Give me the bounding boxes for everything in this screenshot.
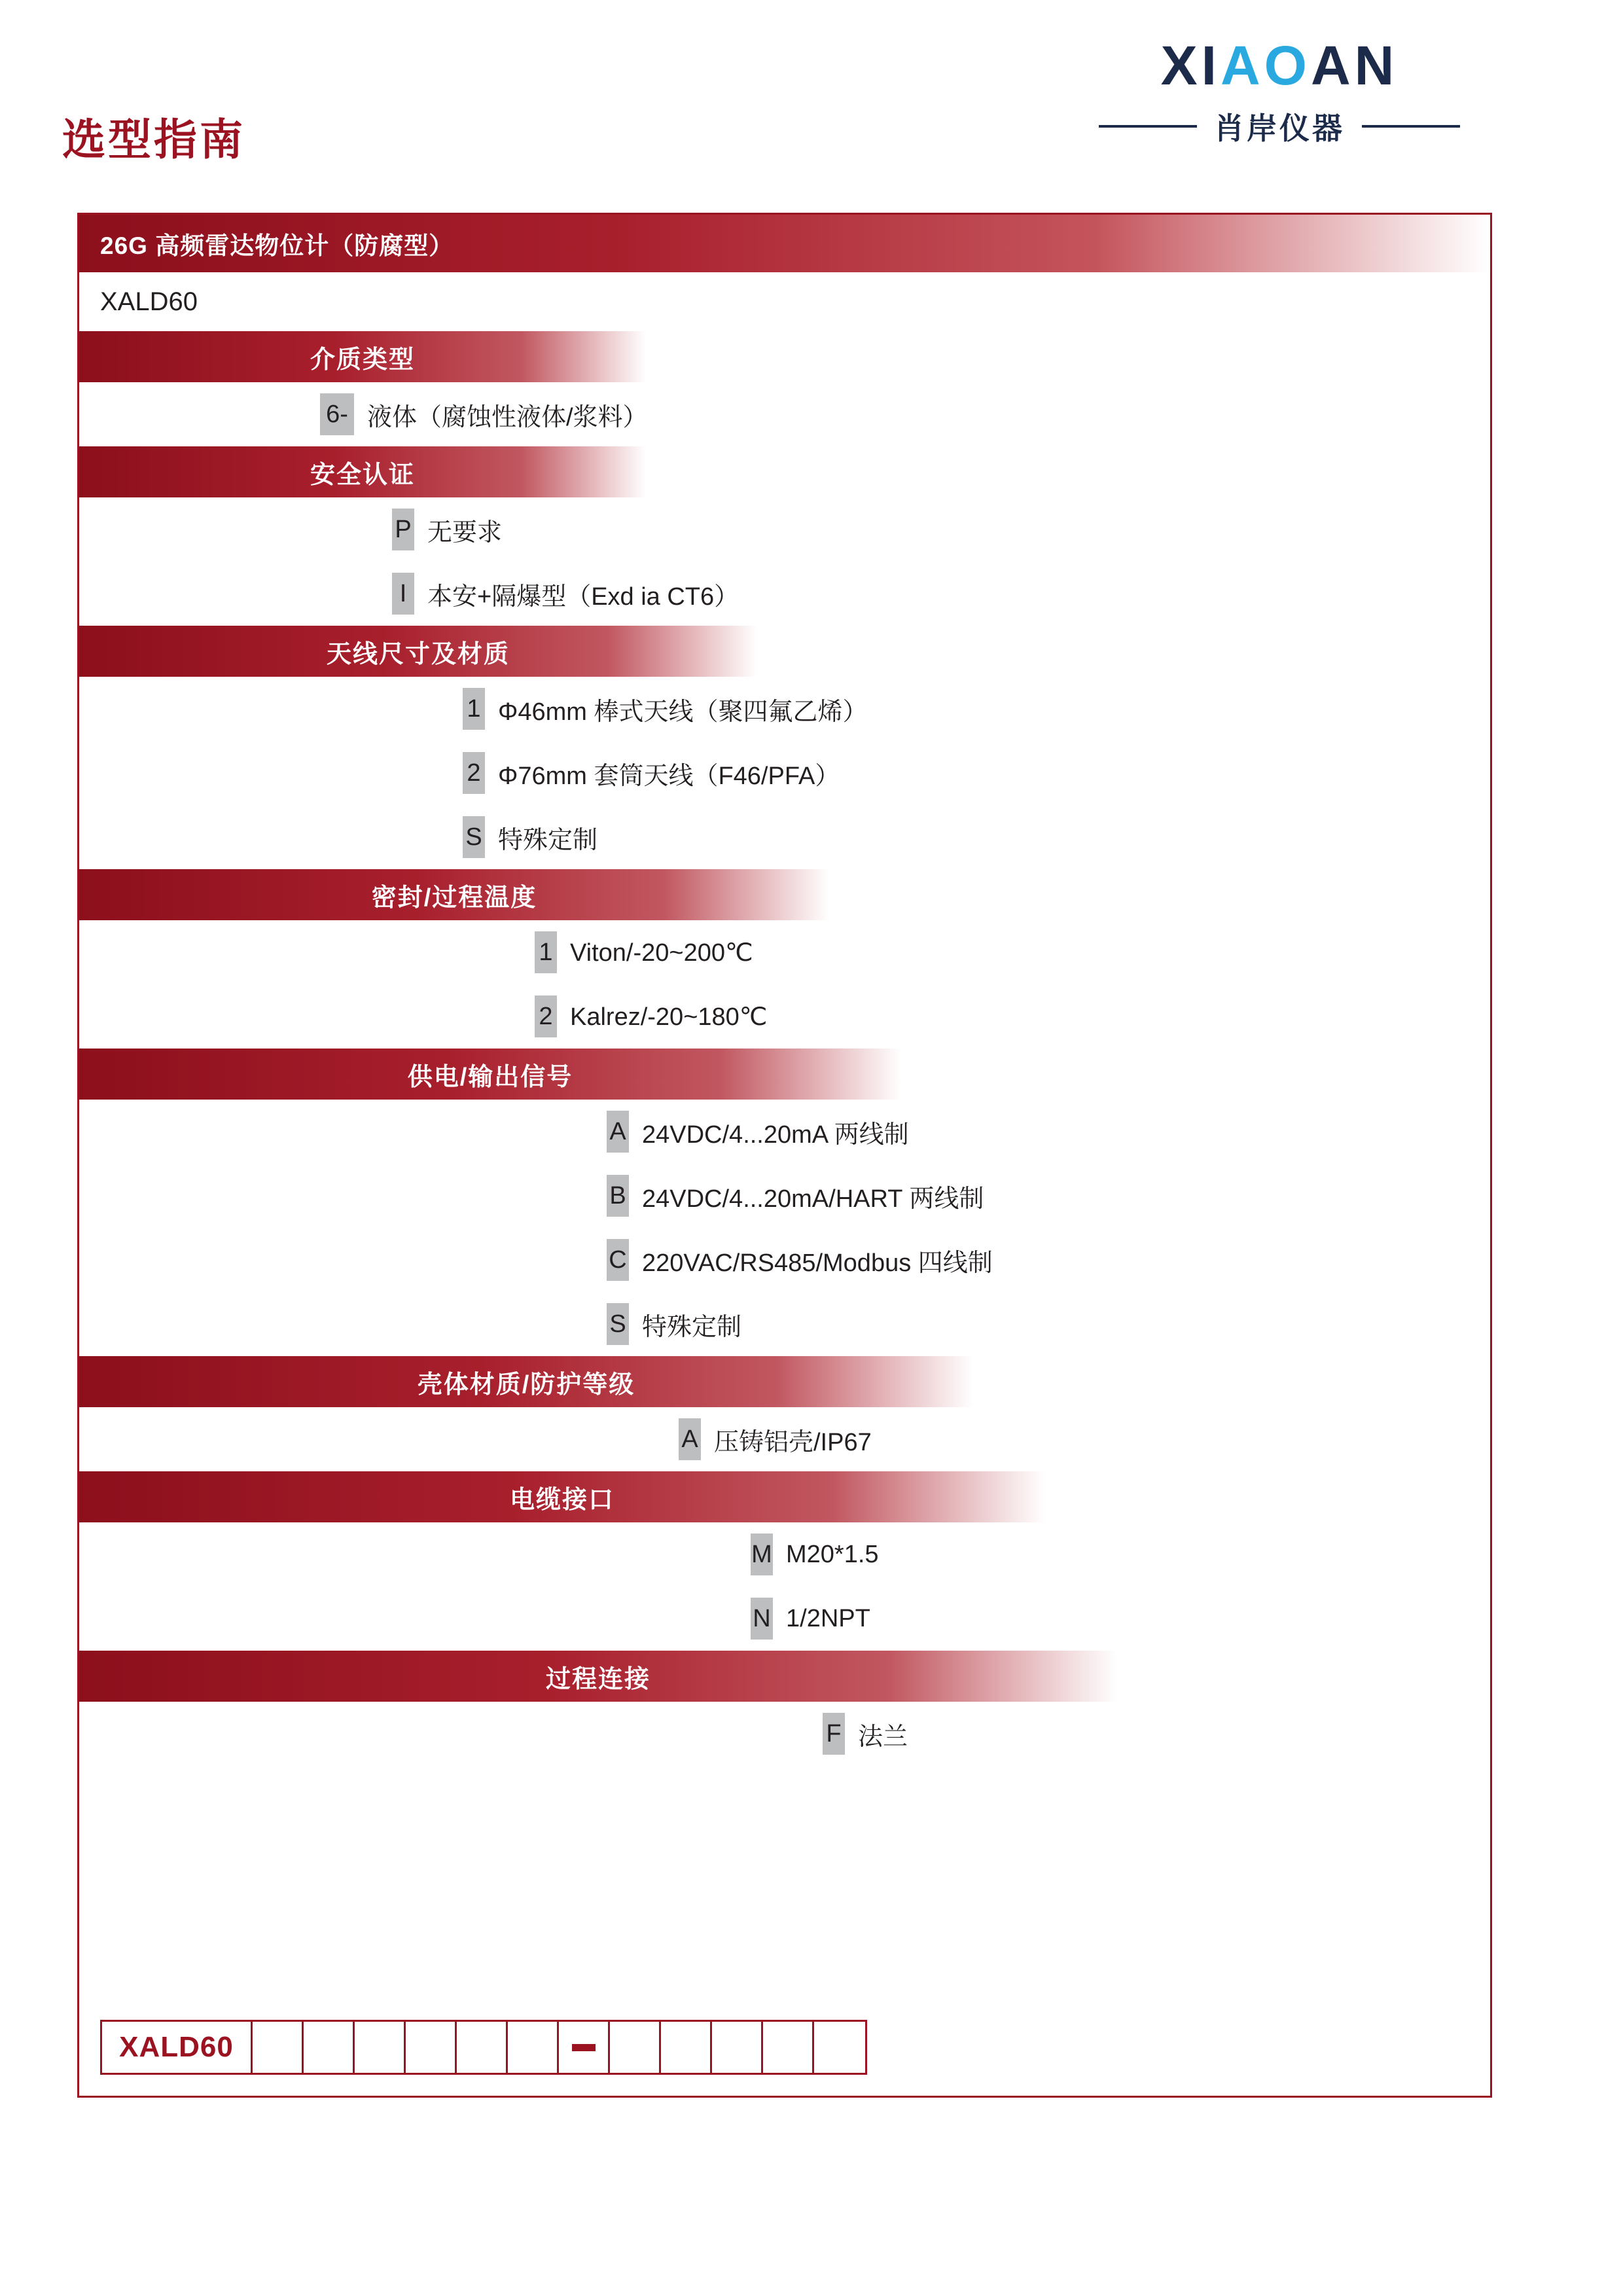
option-row: [79, 1407, 1490, 1471]
category-header-seal-process-temperature: 密封/过程温度: [79, 869, 829, 920]
order-code-cell-3[interactable]: [355, 2022, 406, 2073]
logo-subtitle: 肖岸仪器: [1214, 111, 1345, 145]
option-row: [79, 382, 1490, 446]
option-label: Viton/-20~200℃: [570, 939, 753, 967]
option-row: [79, 984, 1490, 1049]
option-code: 1: [463, 688, 485, 730]
order-code-cell-11[interactable]: [814, 2022, 865, 2073]
option-row: [79, 677, 1490, 741]
order-code-bar[interactable]: [100, 2020, 867, 2075]
product-model: XALD60: [100, 287, 198, 316]
option-code: 2: [535, 996, 557, 1037]
option-label: 220VAC/RS485/Modbus 四线制: [642, 1249, 993, 1277]
product-band: [79, 215, 1490, 272]
logo-text-left: XI: [1160, 35, 1221, 96]
option-label: 液体（腐蚀性液体/浆料）: [367, 403, 648, 431]
product-band-title: 26G 高频雷达物位计（防腐型）: [100, 232, 454, 259]
option-row: [79, 1587, 1490, 1651]
option-label: 24VDC/4...20mA/HART 两线制: [642, 1185, 984, 1213]
order-code-cell-4[interactable]: [406, 2022, 457, 2073]
category-header-medium-type: 介质类型: [79, 331, 646, 382]
order-code-cell-7[interactable]: [610, 2022, 661, 2073]
option-row: [79, 1522, 1490, 1587]
option-row: [79, 1100, 1490, 1164]
option-code: F: [823, 1713, 845, 1755]
option-label: M20*1.5: [786, 1540, 879, 1568]
option-code: A: [607, 1111, 629, 1153]
logo-rule-left: [1099, 125, 1197, 128]
option-label: 特殊定制: [498, 826, 598, 854]
option-code: 6-: [320, 393, 354, 435]
option-label: 无要求: [427, 518, 503, 547]
option-label: 24VDC/4...20mA 两线制: [642, 1121, 909, 1149]
option-label: 法兰: [858, 1723, 908, 1751]
option-code: S: [463, 816, 485, 858]
option-row: [79, 805, 1490, 869]
logo-wordmark: [1160, 35, 1399, 96]
option-label: Kalrez/-20~180℃: [570, 1003, 768, 1031]
option-label: 压铸铝壳/IP67: [714, 1428, 872, 1456]
order-code-cell-2[interactable]: [304, 2022, 355, 2073]
logo-subtitle-row: [1050, 105, 1508, 148]
option-label: 特殊定制: [642, 1313, 742, 1341]
option-row: [79, 741, 1490, 805]
option-label: Φ76mm 套筒天线（F46/PFA）: [498, 762, 840, 790]
option-label: 1/2NPT: [786, 1604, 870, 1632]
category-header-housing-material-protection: 壳体材质/防护等级: [79, 1356, 973, 1407]
order-code-cell-6[interactable]: [508, 2022, 559, 2073]
order-code-cell-10[interactable]: [763, 2022, 814, 2073]
selection-guide-table: [77, 213, 1492, 2098]
option-code: A: [679, 1418, 701, 1460]
option-row: [79, 497, 1490, 562]
option-code: I: [392, 573, 414, 615]
option-code: 1: [535, 931, 557, 973]
product-model-row: [79, 272, 1490, 331]
option-row: [79, 1228, 1490, 1292]
option-row: [79, 1292, 1490, 1356]
option-row: [79, 562, 1490, 626]
logo-rule-right: [1362, 125, 1460, 128]
option-row: [79, 1702, 1490, 1766]
logo-text-accent: AO: [1221, 35, 1311, 96]
option-code: B: [607, 1175, 629, 1217]
option-label: 本安+隔爆型（Exd ia CT6）: [427, 583, 740, 611]
page-title: 选型指南: [62, 115, 245, 164]
option-row: [79, 920, 1490, 984]
option-label: Φ46mm 棒式天线（聚四氟乙烯）: [498, 698, 868, 726]
page-header: [0, 0, 1623, 196]
option-code: S: [607, 1303, 629, 1345]
category-header-safety-certification: 安全认证: [79, 446, 646, 497]
option-row: [79, 1164, 1490, 1228]
order-code-model: XALD60: [102, 2022, 253, 2073]
logo-text-right: AN: [1311, 35, 1399, 96]
company-logo: [1050, 35, 1508, 148]
category-header-antenna-size-material: 天线尺寸及材质: [79, 626, 757, 677]
option-code: C: [607, 1239, 629, 1281]
order-code-cell-5[interactable]: [457, 2022, 508, 2073]
option-code: M: [751, 1534, 773, 1575]
order-code-separator-dash: [559, 2022, 610, 2073]
order-code-cell-9[interactable]: [712, 2022, 763, 2073]
category-header-process-connection: 过程连接: [79, 1651, 1117, 1702]
category-header-cable-interface: 电缆接口: [79, 1471, 1045, 1522]
order-code-cell-1[interactable]: [253, 2022, 304, 2073]
order-code-cell-8[interactable]: [661, 2022, 712, 2073]
category-header-power-output-signal: 供电/输出信号: [79, 1049, 901, 1100]
option-code: N: [751, 1598, 773, 1640]
option-code: 2: [463, 752, 485, 794]
option-code: P: [392, 509, 414, 550]
